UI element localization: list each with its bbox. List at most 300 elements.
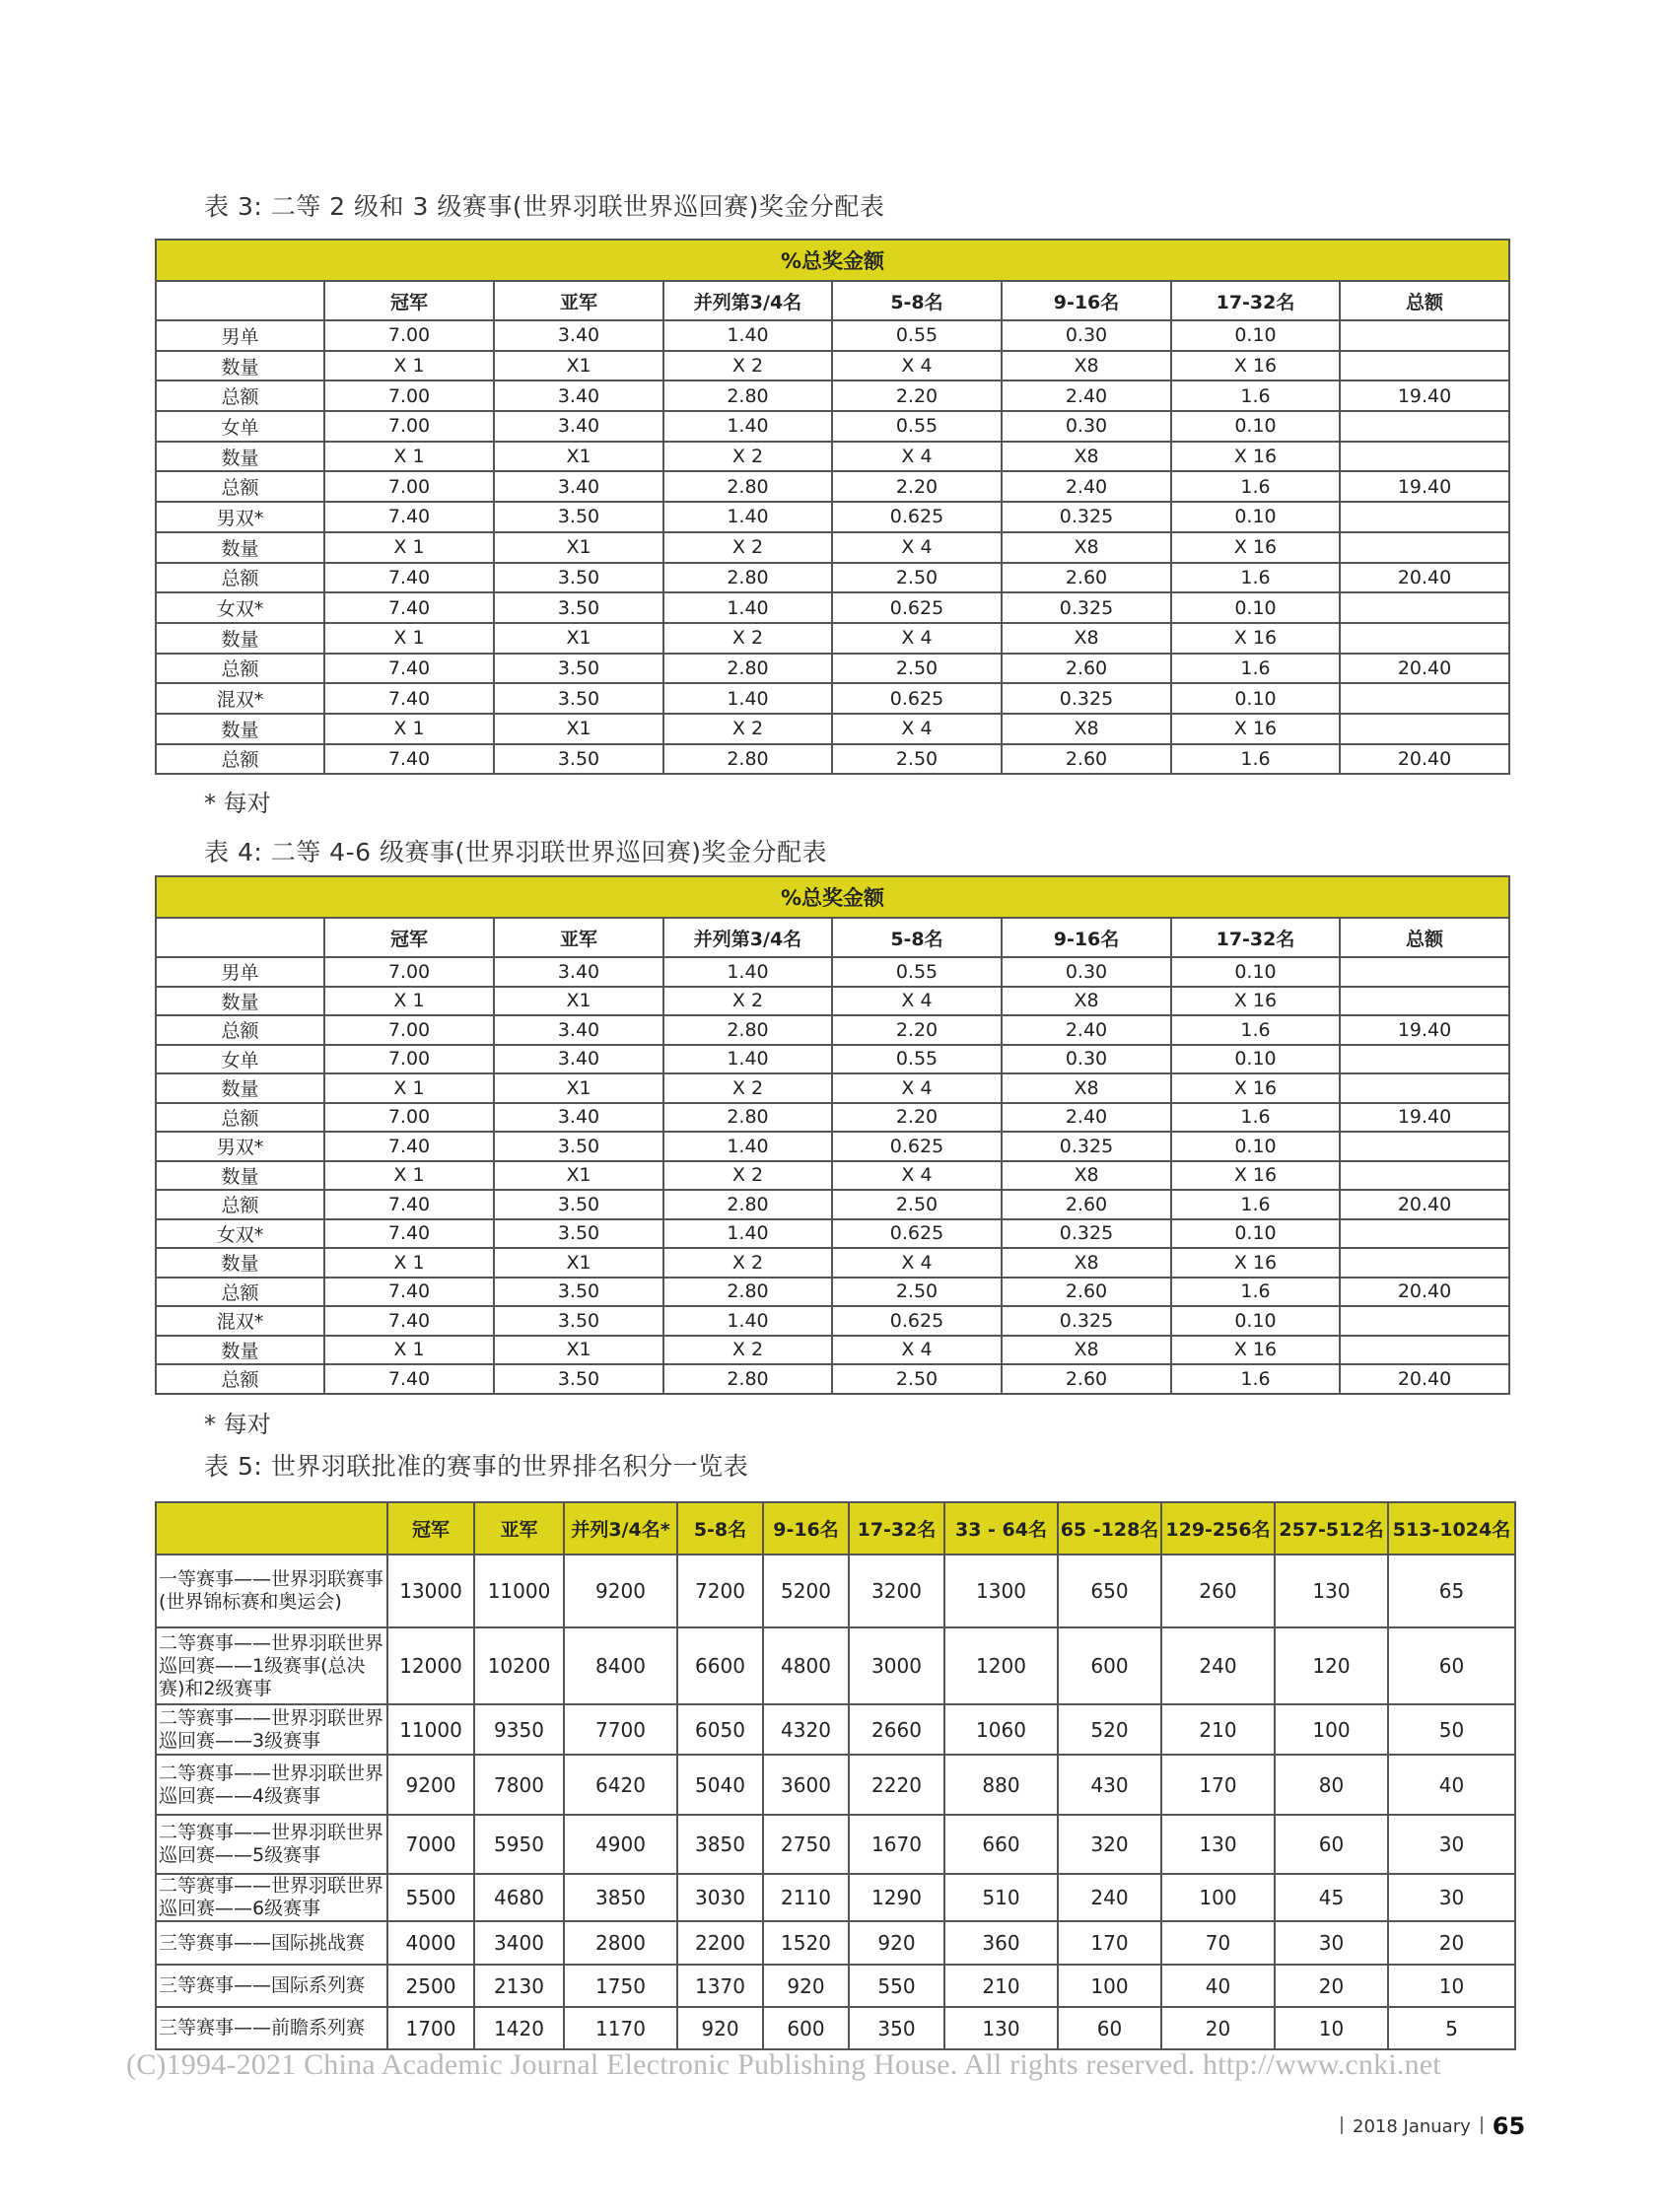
table-cell: X 1: [324, 1248, 494, 1278]
row-label: 混双*: [156, 683, 324, 714]
table-cell: 0.55: [832, 411, 1002, 442]
table-cell: X 16: [1171, 532, 1340, 563]
table-row: [156, 320, 1509, 351]
event-category-label: 二等赛事——世界羽联世界巡回赛——5级赛事: [156, 1815, 387, 1874]
table-cell: [1340, 1073, 1509, 1103]
table-cell: [1340, 1132, 1509, 1161]
table-cell: 1.6: [1171, 563, 1340, 593]
column-header: 17-32名: [1171, 918, 1340, 957]
table-cell: 2.80: [663, 471, 832, 502]
points-cell: 2750: [763, 1815, 849, 1874]
table-cell: [1340, 714, 1509, 744]
event-category-label: 一等赛事——世界羽联赛事(世界锦标赛和奥运会): [156, 1555, 387, 1627]
table-row: [156, 1704, 1515, 1755]
table-row: [156, 1965, 1515, 2007]
table-cell: 7.40: [324, 744, 494, 775]
points-cell: 3030: [677, 1874, 763, 1921]
event-category-label: 二等赛事——世界羽联世界巡回赛——3级赛事: [156, 1704, 387, 1755]
table-cell: 7.00: [324, 471, 494, 502]
table-cell: X 16: [1171, 1073, 1340, 1103]
table4-caption: 表 4: 二等 4-6 级赛事(世界羽联世界巡回赛)奖金分配表: [204, 838, 827, 866]
points-cell: 13000: [387, 1555, 474, 1627]
table-cell: 2.80: [663, 1190, 832, 1219]
table-cell: 1.40: [663, 683, 832, 714]
table-cell: 2.20: [832, 1015, 1002, 1045]
row-label: 数量: [156, 714, 324, 744]
points-cell: 5040: [677, 1755, 763, 1815]
table-cell: 7.40: [324, 1132, 494, 1161]
column-header: 513-1024名: [1388, 1502, 1515, 1555]
table-cell: X 1: [324, 532, 494, 563]
row-label: 数量: [156, 987, 324, 1016]
table-cell: 0.30: [1002, 1045, 1171, 1074]
table-cell: 7.00: [324, 1103, 494, 1133]
table-cell: 0.55: [832, 320, 1002, 351]
event-category-label: 二等赛事——世界羽联世界巡回赛——6级赛事: [156, 1874, 387, 1921]
table-cell: X 2: [663, 1073, 832, 1103]
table-cell: 3.40: [494, 957, 663, 987]
table-cell: X 16: [1171, 442, 1340, 472]
table-cell: 2.80: [663, 1103, 832, 1133]
table-cell: X 4: [832, 623, 1002, 654]
table-cell: [1340, 351, 1509, 381]
table-cell: X 4: [832, 987, 1002, 1016]
column-header: 9-16名: [763, 1502, 849, 1555]
row-label: 总额: [156, 1190, 324, 1219]
points-cell: 8400: [564, 1627, 677, 1704]
table-cell: 7.40: [324, 683, 494, 714]
event-category-label: 二等赛事——世界羽联世界巡回赛——4级赛事: [156, 1755, 387, 1815]
row-label: 总额: [156, 1103, 324, 1133]
column-header: 257-512名: [1275, 1502, 1388, 1555]
table-cell: 3.50: [494, 1306, 663, 1336]
header-band-row: [156, 240, 1509, 281]
table-cell: X1: [494, 623, 663, 654]
points-cell: 6420: [564, 1755, 677, 1815]
table-cell: 0.625: [832, 592, 1002, 623]
column-header-row: [156, 918, 1509, 957]
points-cell: 1170: [564, 2007, 677, 2049]
table-cell: [1340, 411, 1509, 442]
table-cell: X 2: [663, 351, 832, 381]
table-cell: X8: [1002, 532, 1171, 563]
table-cell: 19.40: [1340, 1103, 1509, 1133]
table-cell: 3.40: [494, 1103, 663, 1133]
table-cell: 2.20: [832, 471, 1002, 502]
points-cell: 1700: [387, 2007, 474, 2049]
table-cell: 3.50: [494, 1219, 663, 1249]
row-label: 女单: [156, 1045, 324, 1074]
row-label: 总额: [156, 654, 324, 684]
table-row: [156, 1921, 1515, 1965]
table-cell: X8: [1002, 1248, 1171, 1278]
points-cell: 9200: [564, 1555, 677, 1627]
points-cell: 80: [1275, 1755, 1388, 1815]
table-cell: 0.10: [1171, 1132, 1340, 1161]
column-header: 5-8名: [832, 281, 1002, 320]
points-cell: 2500: [387, 1965, 474, 2007]
header-band: %总奖金额: [156, 876, 1509, 918]
table-cell: X 2: [663, 623, 832, 654]
points-cell: 360: [944, 1921, 1058, 1965]
column-header: 冠军: [324, 281, 494, 320]
points-cell: 920: [677, 2007, 763, 2049]
table-cell: [1340, 987, 1509, 1016]
points-cell: 3200: [849, 1555, 944, 1627]
points-cell: 2660: [849, 1704, 944, 1755]
points-cell: 2800: [564, 1921, 677, 1965]
table-cell: 0.55: [832, 1045, 1002, 1074]
points-cell: 30: [1388, 1815, 1515, 1874]
table-cell: X 4: [832, 442, 1002, 472]
table-cell: 2.80: [663, 1015, 832, 1045]
points-cell: 920: [849, 1921, 944, 1965]
points-cell: 5200: [763, 1555, 849, 1627]
row-label: 总额: [156, 744, 324, 775]
page-footer: [1331, 2112, 1525, 2140]
table-row: [156, 744, 1509, 775]
points-cell: 130: [944, 2007, 1058, 2049]
table-cell: X 4: [832, 351, 1002, 381]
table-cell: 1.6: [1171, 1278, 1340, 1307]
points-cell: 2220: [849, 1755, 944, 1815]
table-row: [156, 351, 1509, 381]
row-label: 总额: [156, 1364, 324, 1394]
table-cell: X 1: [324, 351, 494, 381]
table-cell: 0.625: [832, 502, 1002, 532]
row-label: 数量: [156, 351, 324, 381]
table-cell: X 2: [663, 987, 832, 1016]
table-cell: X 1: [324, 1336, 494, 1365]
points-cell: 920: [763, 1965, 849, 2007]
column-header: 亚军: [474, 1502, 564, 1555]
table-row: [156, 1132, 1509, 1161]
table-row: [156, 1755, 1515, 1815]
table-row: [156, 471, 1509, 502]
table-cell: 2.50: [832, 563, 1002, 593]
points-cell: 40: [1388, 1755, 1515, 1815]
table-cell: 3.50: [494, 1364, 663, 1394]
table-cell: 7.40: [324, 563, 494, 593]
column-header-row: [156, 1502, 1515, 1555]
table-cell: X1: [494, 987, 663, 1016]
table-cell: 0.10: [1171, 957, 1340, 987]
table-cell: X8: [1002, 351, 1171, 381]
footer-divider: [1341, 2116, 1343, 2134]
table-cell: 0.10: [1171, 592, 1340, 623]
points-cell: 430: [1058, 1755, 1161, 1815]
points-cell: 100: [1058, 1965, 1161, 2007]
table-cell: X 2: [663, 1248, 832, 1278]
table-cell: 0.30: [1002, 411, 1171, 442]
table-cell: 0.10: [1171, 1306, 1340, 1336]
points-cell: 6600: [677, 1627, 763, 1704]
table-cell: 0.625: [832, 1132, 1002, 1161]
points-cell: 1290: [849, 1874, 944, 1921]
table-cell: X 16: [1171, 351, 1340, 381]
row-label: 数量: [156, 1336, 324, 1365]
table-cell: X 4: [832, 532, 1002, 563]
table-cell: 7.00: [324, 380, 494, 411]
points-cell: 120: [1275, 1627, 1388, 1704]
table-cell: 0.30: [1002, 320, 1171, 351]
table-cell: 1.40: [663, 1132, 832, 1161]
table-cell: 3.40: [494, 471, 663, 502]
table-row: [156, 563, 1509, 593]
column-header: 17-32名: [1171, 281, 1340, 320]
row-label: 总额: [156, 1278, 324, 1307]
table-cell: 7.00: [324, 1015, 494, 1045]
table-row: [156, 1219, 1509, 1249]
column-header: 17-32名: [849, 1502, 944, 1555]
table-cell: X 16: [1171, 1248, 1340, 1278]
table-cell: X8: [1002, 987, 1171, 1016]
table5-ranking-points: [155, 1501, 1516, 2050]
table-row: [156, 683, 1509, 714]
table-cell: 7.00: [324, 1045, 494, 1074]
points-cell: 70: [1161, 1921, 1275, 1965]
table-cell: 2.80: [663, 1364, 832, 1394]
points-cell: 3850: [564, 1874, 677, 1921]
points-cell: 3400: [474, 1921, 564, 1965]
points-cell: 11000: [387, 1704, 474, 1755]
table-cell: [1340, 1045, 1509, 1074]
points-cell: 3600: [763, 1755, 849, 1815]
table-cell: X1: [494, 351, 663, 381]
points-cell: 1200: [944, 1627, 1058, 1704]
points-cell: 350: [849, 2007, 944, 2049]
column-header: 65 -128名: [1058, 1502, 1161, 1555]
row-label: 混双*: [156, 1306, 324, 1336]
table-row: [156, 1248, 1509, 1278]
table-cell: 0.325: [1002, 1132, 1171, 1161]
table-row: [156, 1278, 1509, 1307]
table-cell: 0.325: [1002, 1306, 1171, 1336]
table-row: [156, 654, 1509, 684]
table-cell: X 1: [324, 623, 494, 654]
column-header: 5-8名: [677, 1502, 763, 1555]
points-cell: 9350: [474, 1704, 564, 1755]
table-cell: [1340, 1306, 1509, 1336]
table-cell: X 16: [1171, 1336, 1340, 1365]
row-label: 女单: [156, 411, 324, 442]
table-cell: 2.50: [832, 1364, 1002, 1394]
table-row: [156, 1364, 1509, 1394]
table-row: [156, 1555, 1515, 1627]
table-cell: 1.6: [1171, 380, 1340, 411]
table-cell: 1.40: [663, 1045, 832, 1074]
points-cell: 10200: [474, 1627, 564, 1704]
points-cell: 1300: [944, 1555, 1058, 1627]
column-header: 129-256名: [1161, 1502, 1275, 1555]
table-row: [156, 1015, 1509, 1045]
points-cell: 880: [944, 1755, 1058, 1815]
event-category-label: 二等赛事——世界羽联世界巡回赛——1级赛事(总决赛)和2级赛事: [156, 1627, 387, 1704]
points-cell: 600: [763, 2007, 849, 2049]
table-cell: X1: [494, 714, 663, 744]
table-cell: X 4: [832, 1336, 1002, 1365]
table-cell: 0.325: [1002, 592, 1171, 623]
table-cell: 3.50: [494, 744, 663, 775]
table-cell: X 16: [1171, 623, 1340, 654]
points-cell: 1370: [677, 1965, 763, 2007]
table-cell: X 1: [324, 987, 494, 1016]
table-cell: 3.50: [494, 563, 663, 593]
table-cell: [1340, 1248, 1509, 1278]
points-cell: 170: [1058, 1921, 1161, 1965]
points-cell: 600: [1058, 1627, 1161, 1704]
points-cell: 20: [1161, 2007, 1275, 2049]
table-cell: 3.50: [494, 592, 663, 623]
table-cell: 0.325: [1002, 683, 1171, 714]
points-cell: 130: [1275, 1555, 1388, 1627]
table-cell: X 2: [663, 1161, 832, 1191]
points-cell: 100: [1275, 1704, 1388, 1755]
points-cell: 550: [849, 1965, 944, 2007]
table-cell: X 16: [1171, 714, 1340, 744]
table-cell: 0.10: [1171, 502, 1340, 532]
points-cell: 7000: [387, 1815, 474, 1874]
table-cell: 2.80: [663, 1278, 832, 1307]
table-cell: 2.40: [1002, 1015, 1171, 1045]
table-cell: 2.60: [1002, 1364, 1171, 1394]
column-header: 9-16名: [1002, 281, 1171, 320]
table-cell: [1340, 320, 1509, 351]
points-cell: 240: [1058, 1874, 1161, 1921]
table-cell: 2.60: [1002, 563, 1171, 593]
table-cell: [1340, 957, 1509, 987]
table-cell: 2.50: [832, 744, 1002, 775]
row-label: 男单: [156, 320, 324, 351]
table-cell: X 2: [663, 442, 832, 472]
table-cell: 1.6: [1171, 471, 1340, 502]
table4-footnote: * 每对: [204, 1411, 271, 1438]
table-cell: 1.6: [1171, 654, 1340, 684]
points-cell: 20: [1275, 1965, 1388, 2007]
points-cell: 1750: [564, 1965, 677, 2007]
table-cell: 1.6: [1171, 744, 1340, 775]
table-cell: 1.6: [1171, 1190, 1340, 1219]
table-cell: 0.625: [832, 1306, 1002, 1336]
column-header: 亚军: [494, 281, 663, 320]
table-row: [156, 1336, 1509, 1365]
column-header: 亚军: [494, 918, 663, 957]
table-cell: 0.10: [1171, 411, 1340, 442]
table-cell: 2.50: [832, 654, 1002, 684]
table-cell: 2.80: [663, 380, 832, 411]
points-cell: 2200: [677, 1921, 763, 1965]
column-header: 冠军: [324, 918, 494, 957]
table-cell: 0.55: [832, 957, 1002, 987]
table-cell: 3.40: [494, 411, 663, 442]
table-cell: [1340, 1219, 1509, 1249]
points-cell: 20: [1388, 1921, 1515, 1965]
column-header: 冠军: [387, 1502, 474, 1555]
points-cell: 60: [1388, 1627, 1515, 1704]
table-cell: X 2: [663, 532, 832, 563]
table-cell: X 1: [324, 442, 494, 472]
points-cell: 9200: [387, 1755, 474, 1815]
table-cell: X8: [1002, 623, 1171, 654]
points-cell: 510: [944, 1874, 1058, 1921]
footer-divider: [1481, 2116, 1483, 2134]
table-cell: X 1: [324, 714, 494, 744]
points-cell: 660: [944, 1815, 1058, 1874]
points-cell: 4320: [763, 1704, 849, 1755]
points-cell: 260: [1161, 1555, 1275, 1627]
header-band: %总奖金额: [156, 240, 1509, 281]
table3-footnote: * 每对: [204, 790, 271, 817]
table-cell: [1340, 623, 1509, 654]
table-row: [156, 623, 1509, 654]
table-row: [156, 1627, 1515, 1704]
points-cell: 50: [1388, 1704, 1515, 1755]
table-cell: X 4: [832, 1073, 1002, 1103]
points-cell: 170: [1161, 1755, 1275, 1815]
table-cell: 2.60: [1002, 654, 1171, 684]
table-cell: 2.60: [1002, 1190, 1171, 1219]
table5-caption: 表 5: 世界羽联批准的赛事的世界排名积分一览表: [204, 1452, 749, 1481]
table-cell: 20.40: [1340, 563, 1509, 593]
table-cell: 2.20: [832, 380, 1002, 411]
event-category-label: 三等赛事——国际系列赛: [156, 1965, 387, 2007]
points-cell: 210: [944, 1965, 1058, 2007]
table-cell: X8: [1002, 1336, 1171, 1365]
table-cell: 1.40: [663, 502, 832, 532]
table-cell: 1.40: [663, 957, 832, 987]
table-cell: 7.40: [324, 1190, 494, 1219]
table-cell: 1.40: [663, 592, 832, 623]
table-cell: X8: [1002, 1073, 1171, 1103]
table-cell: 1.40: [663, 411, 832, 442]
table-cell: 2.50: [832, 1278, 1002, 1307]
table-row: [156, 1073, 1509, 1103]
table-cell: 0.10: [1171, 320, 1340, 351]
table-cell: 3.50: [494, 654, 663, 684]
points-cell: 4000: [387, 1921, 474, 1965]
points-cell: 240: [1161, 1627, 1275, 1704]
table-cell: 3.50: [494, 1278, 663, 1307]
table-cell: X 16: [1171, 987, 1340, 1016]
table-cell: 2.40: [1002, 1103, 1171, 1133]
table-row: [156, 380, 1509, 411]
points-cell: 2130: [474, 1965, 564, 2007]
table-cell: X 2: [663, 714, 832, 744]
table-cell: 19.40: [1340, 471, 1509, 502]
table-cell: 2.50: [832, 1190, 1002, 1219]
table-cell: 7.40: [324, 1364, 494, 1394]
table-cell: 1.6: [1171, 1364, 1340, 1394]
table-cell: 2.80: [663, 563, 832, 593]
table-cell: 3.40: [494, 1045, 663, 1074]
table-cell: 0.325: [1002, 1219, 1171, 1249]
table-cell: 2.20: [832, 1103, 1002, 1133]
column-header: 并列第3/4名: [663, 281, 832, 320]
row-label: 女双*: [156, 592, 324, 623]
table-cell: 20.40: [1340, 1278, 1509, 1307]
points-cell: 4680: [474, 1874, 564, 1921]
table-cell: X8: [1002, 1161, 1171, 1191]
points-cell: 3850: [677, 1815, 763, 1874]
row-label: 总额: [156, 563, 324, 593]
table-cell: 3.50: [494, 683, 663, 714]
table-cell: 1.40: [663, 320, 832, 351]
table-cell: X 16: [1171, 1161, 1340, 1191]
table-row: [156, 532, 1509, 563]
row-label: 数量: [156, 442, 324, 472]
table-cell: 7.00: [324, 957, 494, 987]
table-cell: 2.80: [663, 654, 832, 684]
